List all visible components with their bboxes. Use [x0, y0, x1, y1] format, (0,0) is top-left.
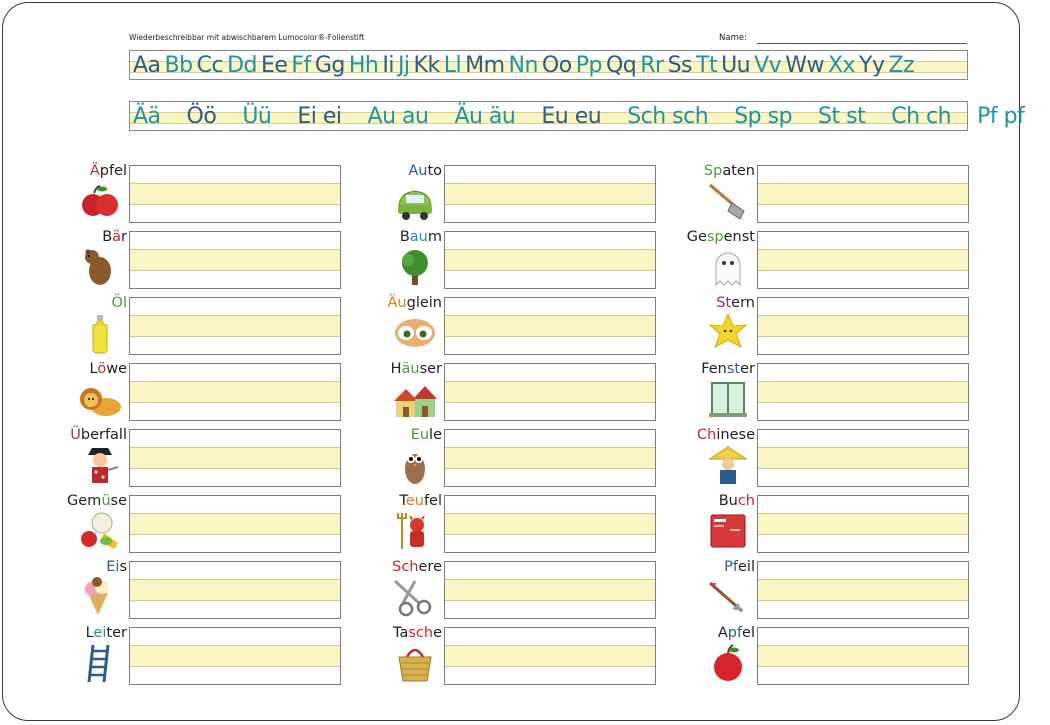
ladder-icon: [78, 643, 122, 683]
name-line[interactable]: [757, 43, 967, 44]
word-prefix: T: [399, 493, 406, 509]
word-row: [317, 229, 657, 290]
writing-lines[interactable]: [444, 429, 656, 487]
alphabet-pair: Ss: [667, 53, 692, 78]
word-rest: inese: [716, 427, 755, 443]
sound-pair: Au au: [367, 104, 429, 129]
sound-pair: Eu eu: [541, 104, 602, 129]
word-row: [630, 163, 970, 224]
word-prefix: Fen: [701, 361, 727, 377]
chinese-man-icon: [706, 445, 750, 485]
word-rest: le: [429, 427, 442, 443]
word-prefix: H: [390, 361, 402, 377]
word-rest: we: [106, 361, 127, 377]
car-icon: [393, 181, 437, 221]
sound-pair: Ei ei: [297, 104, 342, 129]
vocab-word: [70, 427, 127, 443]
word-prefix: A: [717, 625, 728, 641]
writing-lines[interactable]: [129, 429, 341, 487]
apple-icon: [706, 643, 750, 683]
alphabet-pair: Ee: [260, 53, 288, 78]
vocab-word: [86, 625, 127, 641]
sound-pair: Pf pf: [977, 104, 1025, 129]
writing-band: [130, 315, 340, 337]
writing-band: [130, 447, 340, 469]
word-row: [2, 559, 342, 620]
highlighted-sound: Sp: [703, 163, 723, 179]
word-rest: s: [119, 559, 127, 575]
alphabet-pair: Kk: [413, 53, 440, 78]
word-rest: eil: [738, 559, 755, 575]
word-row: [630, 559, 970, 620]
writing-band: [758, 645, 968, 667]
writing-lines[interactable]: [444, 627, 656, 685]
alphabet-pair: Rr: [640, 53, 664, 78]
writing-band: [445, 447, 655, 469]
word-row: [317, 427, 657, 488]
word-rest: m: [427, 229, 442, 245]
alphabet-strip: [129, 50, 968, 80]
vocab-word: [106, 559, 127, 575]
alphabet-pair: Uu: [721, 53, 751, 78]
lion-icon: [78, 379, 122, 419]
highlighted-sound: Ä: [89, 163, 100, 179]
word-prefix: Gem: [67, 493, 102, 509]
ice-cream-icon: [78, 577, 122, 617]
highlighted-sound: ä: [112, 229, 122, 245]
word-rest: ern: [731, 295, 755, 311]
word-prefix: B: [399, 229, 410, 245]
word-rest: ser: [419, 361, 442, 377]
scissors-icon: [393, 577, 437, 617]
word-row: [317, 295, 657, 356]
highlighted-sound: äu: [401, 361, 420, 377]
alphabet-pair: Tt: [696, 53, 718, 78]
sound-pair: Üü: [242, 104, 272, 129]
sounds-strip: [129, 101, 1025, 131]
alphabet-pair: Bb: [164, 53, 193, 78]
word-rest: pfel: [99, 163, 127, 179]
highlighted-sound: Eu: [410, 427, 430, 443]
highlighted-sound: eu: [405, 493, 424, 509]
bear-icon: [78, 247, 122, 287]
highlighted-sound: Au: [408, 163, 428, 179]
oil-bottle-icon: [78, 313, 122, 353]
word-row: [2, 493, 342, 554]
word-rest: to: [427, 163, 442, 179]
vegetables-icon: [78, 511, 122, 551]
highlighted-sound: ei: [93, 625, 107, 641]
vocab-word: [90, 361, 127, 377]
highlighted-sound: sch: [408, 625, 434, 641]
word-row: [2, 229, 342, 290]
window-icon: [706, 379, 750, 419]
word-rest: e: [433, 625, 442, 641]
alphabet-pair: Zz: [888, 53, 915, 78]
name-label: Name:: [719, 33, 747, 43]
writing-lines[interactable]: [444, 231, 656, 289]
alphabet-pair: Oo: [541, 53, 572, 78]
vocab-word: [399, 493, 442, 509]
bag-icon: [393, 643, 437, 683]
word-prefix: Ge: [686, 229, 707, 245]
alphabet-pair: Cc: [196, 53, 224, 78]
alphabet-pair: Qq: [605, 53, 637, 78]
vocab-word: [400, 229, 442, 245]
ghost-icon: [706, 247, 750, 287]
alphabet-pair: Pp: [575, 53, 602, 78]
highlighted-sound: Ei: [106, 559, 120, 575]
writing-band: [130, 249, 340, 271]
highlighted-sound: Ü: [70, 427, 81, 443]
word-row: [2, 427, 342, 488]
writing-lines[interactable]: [129, 231, 341, 289]
word-row: [2, 163, 342, 224]
word-rest: berfall: [80, 427, 127, 443]
writing-band: [758, 579, 968, 601]
spade-icon: [706, 181, 750, 221]
book-icon: [706, 511, 750, 551]
writing-band: [445, 315, 655, 337]
vocab-word: [701, 361, 755, 377]
highlighted-sound: ü: [101, 493, 111, 509]
word-rest: er: [740, 361, 755, 377]
word-prefix: B: [102, 229, 113, 245]
sound-pair: Ää: [133, 104, 161, 129]
sound-pair: St st: [818, 104, 866, 129]
alphabet-pair: Gg: [314, 53, 345, 78]
writing-lines[interactable]: [757, 297, 969, 355]
writing-lines[interactable]: [444, 561, 656, 619]
word-prefix: Bu: [718, 493, 738, 509]
word-rest: ere: [418, 559, 442, 575]
writing-lines[interactable]: [444, 297, 656, 355]
owl-icon: [393, 445, 437, 485]
highlighted-sound: Äu: [387, 295, 407, 311]
writing-band: [445, 579, 655, 601]
writing-band: [445, 645, 655, 667]
alphabet-pair: Aa: [133, 53, 161, 78]
alphabet-pair: Mm: [465, 53, 505, 78]
highlighted-sound: Öl: [111, 295, 127, 311]
writing-lines[interactable]: [129, 627, 341, 685]
header-note: Wiederbeschreibbar mit abwischbarem Lumocolor®-Folienstift: [129, 33, 365, 42]
highlighted-sound: sp: [706, 229, 724, 245]
pirate-icon: [78, 445, 122, 485]
writing-lines[interactable]: [129, 495, 341, 553]
word-row: [630, 229, 970, 290]
writing-band: [130, 381, 340, 403]
word-rest: el: [742, 625, 755, 641]
alphabet-pair: Hh: [348, 53, 379, 78]
writing-band: [445, 183, 655, 205]
word-row: [317, 559, 657, 620]
word-row: [630, 625, 970, 686]
word-rest: ter: [106, 625, 127, 641]
word-prefix: Ta: [393, 625, 409, 641]
writing-lines[interactable]: [757, 231, 969, 289]
word-rest: aten: [722, 163, 755, 179]
word-row: [630, 427, 970, 488]
writing-lines[interactable]: [444, 495, 656, 553]
alphabet-pair: Jj: [397, 53, 410, 78]
highlighted-sound: ö: [97, 361, 107, 377]
tree-icon: [393, 247, 437, 287]
writing-band: [445, 513, 655, 535]
alphabet-pair: Nn: [508, 53, 538, 78]
writing-band: [758, 513, 968, 535]
writing-lines[interactable]: [129, 561, 341, 619]
sound-pair: Äu äu: [454, 104, 516, 129]
eyes-icon: [393, 313, 437, 353]
alphabet-pair: Xx: [827, 53, 856, 78]
word-rest: se: [110, 493, 127, 509]
writing-lines[interactable]: [757, 561, 969, 619]
alphabet-pair: Ll: [443, 53, 462, 78]
vocab-word: [67, 493, 127, 509]
writing-band: [130, 513, 340, 535]
vocab-word: [718, 625, 755, 641]
arrow-icon: [706, 577, 750, 617]
writing-band: [130, 645, 340, 667]
writing-lines[interactable]: [757, 363, 969, 421]
apples-icon: [78, 181, 122, 221]
vocab-word: [102, 229, 127, 245]
word-row: [630, 361, 970, 422]
vocab-word: [393, 625, 442, 641]
writing-band: [130, 579, 340, 601]
vocab-word: [388, 295, 442, 311]
highlighted-sound: ch: [737, 493, 755, 509]
devil-icon: [393, 511, 437, 551]
word-row: [2, 625, 342, 686]
word-row: [2, 295, 342, 356]
vocab-word: [411, 427, 442, 443]
writing-lines[interactable]: [444, 363, 656, 421]
highlighted-sound: St: [716, 295, 732, 311]
writing-band: [758, 447, 968, 469]
writing-lines[interactable]: [757, 429, 969, 487]
alphabet-pair: Vv: [754, 53, 782, 78]
writing-band: [758, 183, 968, 205]
word-row: [317, 361, 657, 422]
highlighted-sound: Ch: [697, 427, 717, 443]
highlighted-sound: Pf: [724, 559, 739, 575]
word-prefix: L: [85, 625, 94, 641]
highlighted-sound: Sch: [392, 559, 419, 575]
vocab-word: [408, 163, 442, 179]
word-row: [630, 295, 970, 356]
alphabet-pair: Ii: [382, 53, 394, 78]
sound-pair: Sp sp: [734, 104, 793, 129]
writing-band: [758, 315, 968, 337]
writing-lines[interactable]: [757, 165, 969, 223]
vocab-word: [697, 427, 755, 443]
word-row: [317, 163, 657, 224]
vocab-word: [719, 493, 755, 509]
sound-pair: Ch ch: [891, 104, 952, 129]
writing-lines[interactable]: [129, 297, 341, 355]
houses-icon: [393, 379, 437, 419]
word-row: [630, 493, 970, 554]
writing-lines[interactable]: [444, 165, 656, 223]
alphabet-pair: Dd: [227, 53, 257, 78]
star-sun-icon: [706, 313, 750, 353]
alphabet-pair: Ww: [785, 53, 824, 78]
word-rest: enst: [723, 229, 755, 245]
word-rest: fel: [423, 493, 442, 509]
writing-lines[interactable]: [757, 627, 969, 685]
writing-band: [445, 381, 655, 403]
sound-pair: Sch sch: [627, 104, 709, 129]
word-rest: r: [121, 229, 127, 245]
word-row: [2, 361, 342, 422]
writing-lines[interactable]: [129, 363, 341, 421]
vocab-word: [112, 295, 127, 311]
vocab-word: [392, 559, 442, 575]
writing-band: [758, 381, 968, 403]
vocab-word: [704, 163, 755, 179]
alphabet-pair: Yy: [859, 53, 885, 78]
word-row: [317, 493, 657, 554]
vocab-word: [687, 229, 755, 245]
writing-band: [130, 183, 340, 205]
vocab-word: [90, 163, 127, 179]
vocab-word: [391, 361, 442, 377]
highlighted-sound: st: [726, 361, 741, 377]
vocab-word: [724, 559, 755, 575]
writing-lines[interactable]: [757, 495, 969, 553]
highlighted-sound: pf: [727, 625, 743, 641]
writing-lines[interactable]: [129, 165, 341, 223]
writing-band: [445, 249, 655, 271]
sound-letters: [133, 104, 1025, 129]
vocab-word: [716, 295, 755, 311]
sound-pair: Öö: [186, 104, 217, 129]
alphabet-pair: Ff: [291, 53, 311, 78]
word-prefix: L: [89, 361, 98, 377]
word-row: [317, 625, 657, 686]
highlighted-sound: au: [409, 229, 428, 245]
alphabet-letters: [133, 53, 965, 78]
writing-band: [758, 249, 968, 271]
word-rest: glein: [406, 295, 442, 311]
